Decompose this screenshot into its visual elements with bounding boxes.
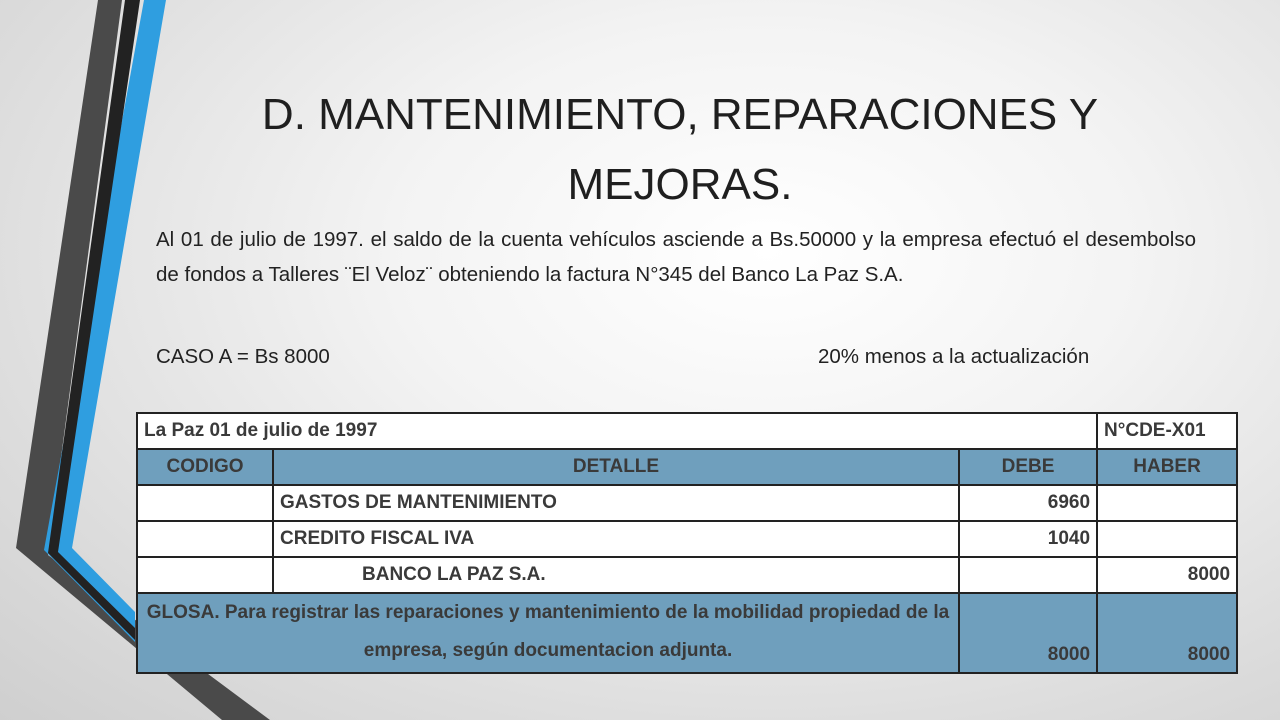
row-haber: [1097, 521, 1237, 557]
row-codigo: [137, 521, 273, 557]
caso-label: CASO A = Bs 8000: [156, 345, 330, 368]
glosa-text: GLOSA. Para registrar las reparaciones y mantenimiento de la mobilidad propiedad de la empresa, según documentacion adjunta.: [137, 593, 959, 673]
total-haber: 8000: [1097, 593, 1237, 673]
col-header-codigo: CODIGO: [137, 449, 273, 485]
percent-note: 20% menos a la actualización: [818, 345, 1090, 368]
table-row: [137, 521, 1237, 557]
row-debe: 1040: [959, 521, 1097, 557]
slide-title-line-2: MEJORAS.: [567, 160, 793, 210]
slide-title: [220, 80, 1140, 221]
slide-title-line-1: D. MANTENIMIENTO, REPARACIONES Y: [261, 90, 1099, 139]
row-detalle: CREDITO FISCAL IVA: [273, 521, 959, 557]
table-column-headers: [137, 449, 1237, 485]
entry-doc-number: N°CDE-X01: [1097, 413, 1237, 449]
col-header-detalle: DETALLE: [273, 449, 959, 485]
row-haber: [1097, 485, 1237, 521]
row-codigo: [137, 485, 273, 521]
row-detalle: GASTOS DE MANTENIMIENTO: [273, 485, 959, 521]
row-detalle: BANCO LA PAZ S.A.: [273, 557, 959, 593]
table-row: [137, 485, 1237, 521]
glosa-row: [137, 593, 1237, 673]
table-header-info-row: [137, 413, 1237, 449]
col-header-haber: HABER: [1097, 449, 1237, 485]
intro-paragraph: Al 01 de julio de 1997. el saldo de la cuenta vehículos asciende a Bs.50000 y la empresa efectuó el desembolso de fondos a Talleres ¨El Veloz¨ obteniendo la factura N°345 del Banco La Paz S.A.: [156, 228, 1196, 286]
total-debe: 8000: [959, 593, 1097, 673]
row-haber: 8000: [1097, 557, 1237, 593]
row-codigo: [137, 557, 273, 593]
row-debe: [959, 557, 1097, 593]
col-header-debe: DEBE: [959, 449, 1097, 485]
entry-date: La Paz 01 de julio de 1997: [137, 413, 1097, 449]
row-debe: 6960: [959, 485, 1097, 521]
journal-entry-table: [136, 412, 1238, 674]
table-row: [137, 557, 1237, 593]
